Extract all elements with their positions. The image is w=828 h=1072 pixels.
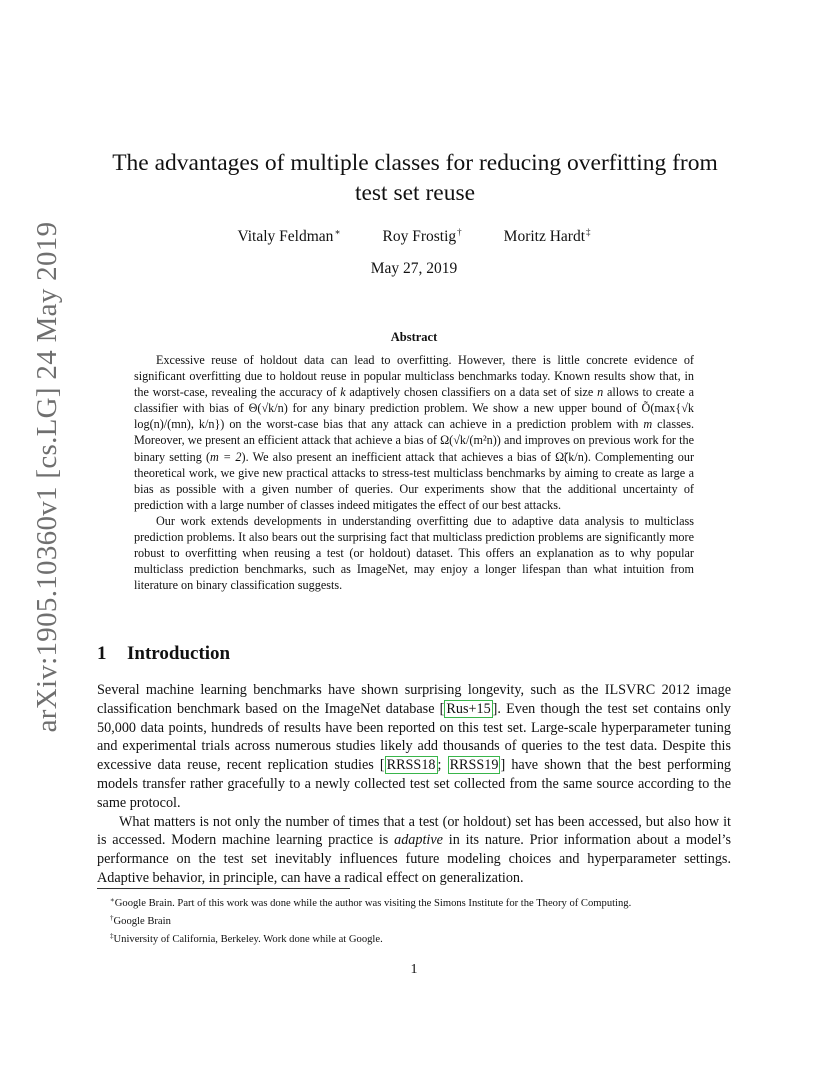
- author-name: Roy Frostig: [382, 228, 457, 245]
- body-text: ]. Even though the test set contains only 50,000 data points, hundreds of results have been reported on this test set. Large-scale hyperparameter tuning and experimental trials across numerous studies likely add thousands of queries to the test data. Despite this excessive data reuse, recent replication studies [: [97, 700, 731, 774]
- math-expression: m = 2: [210, 449, 242, 464]
- author-footnote-mark: ∗: [334, 227, 341, 237]
- body-text: ] have shown that the best performing models transfer rather gracefully to a newly collected test set collected from the same source according to the same protocol.: [97, 757, 732, 811]
- body-paragraph: [97, 813, 731, 888]
- math-expression: Ω̃(k/n): [555, 449, 588, 464]
- author-footnote-mark: ‡: [586, 227, 591, 237]
- abstract-body: [134, 352, 694, 593]
- abstract-text: ). We also present an inefficient attack that achieves a bias of: [241, 449, 556, 464]
- abstract-text: . Complementing our theoretical work, we give new practical attacks to stress-test multiclass benchmarks by aiming to create as large a bias as possible with a given number of queries. Our experiments show that the additional uncertainty of prediction with a large number of classes indeed mitigates the effect of our best attacks.: [134, 449, 695, 512]
- footnote-divider: [97, 888, 350, 889]
- abstract-text: and improves on previous work for the binary setting (: [134, 433, 695, 464]
- footnote-text: Google Brain. Part of this work was done while the author was visiting the Simons Institute for the Theory of Computing.: [114, 898, 632, 909]
- abstract-paragraph: [134, 352, 694, 513]
- author: [383, 227, 462, 246]
- body-text: Several machine learning benchmarks have shown surprising longevity, such as the ILSVRC 2012 image classification benchmark based on the ImageNet database [: [97, 682, 731, 717]
- math-variable: n: [597, 385, 604, 400]
- abstract-heading: Abstract: [390, 330, 438, 344]
- body-text: What matters is not only the number of times that a test (or holdout) set has been accessed, but also how it is accessed. Modern machine learning practice is: [97, 813, 731, 849]
- author: [504, 227, 591, 246]
- body-text: in its nature. Prior information about a model’s performance on the test set inevitably influences future modeling choices and hyperparameter settings. Adaptive behavior, in principle, can have a radical effect on generalization.: [97, 832, 731, 886]
- introduction-body: [97, 681, 731, 888]
- citation-link[interactable]: RRSS19: [449, 757, 499, 774]
- emphasis-text: adaptive: [394, 832, 443, 849]
- citation-link[interactable]: RRSS18: [386, 757, 436, 774]
- footnote-mark: †: [110, 914, 114, 922]
- footnote-mark: ‡: [110, 932, 114, 940]
- author-footnote-mark: †: [457, 227, 462, 237]
- author-name: Moritz Hardt: [503, 228, 586, 245]
- footnote: [110, 929, 730, 947]
- math-expression: Õ(max{√k log(n)/(mn), k/n}): [134, 401, 694, 432]
- footnote-text: Google Brain: [113, 916, 171, 927]
- abstract-text: for any binary prediction problem. We show a new upper bound of: [287, 401, 642, 416]
- math-expression: Ω(√k/(m²n)): [440, 433, 501, 448]
- footnote-mark: ∗: [110, 896, 115, 904]
- paper-date: May 27, 2019: [370, 260, 458, 277]
- page-number: 1: [410, 962, 418, 977]
- math-expression: Θ(√k/n): [248, 401, 288, 416]
- abstract-text: adaptively chosen classifiers on a data set of size: [345, 385, 598, 400]
- footnote: [110, 893, 730, 911]
- abstract-paragraph: Our work extends developments in understanding overfitting due to adaptive data analysis to multiclass prediction problems. It also bears out the surprising fact that multiclass prediction problems are significantly more robust to overfitting when reusing a test (or holdout) dataset. This offers an explanation as to why popular multiclass prediction benchmarks, such as ImageNet, may enjoy a longer lifespan than what intuition from literature on binary classification suggests.: [134, 513, 694, 593]
- abstract-text: Excessive reuse of holdout data can lead to overfitting. However, there is little concrete evidence of significant overfitting due to holdout reuse in popular multiclass benchmarks today. Known results show that, in the worst-case, revealing the accuracy of: [134, 353, 694, 400]
- author-name: Vitaly Feldman: [237, 228, 334, 245]
- section-heading-introduction: [97, 643, 230, 665]
- body-text: ;: [437, 757, 448, 774]
- author-list: [0, 227, 828, 246]
- body-paragraph: [97, 681, 731, 813]
- math-variable: m: [643, 417, 653, 432]
- abstract-text: classes. Moreover, we present an efficient attack that achieve a bias of: [134, 417, 695, 448]
- citation-link[interactable]: Rus+15: [446, 700, 491, 717]
- footnotes: [110, 893, 730, 947]
- section-title: Introduction: [127, 643, 231, 664]
- math-variable: k: [340, 385, 346, 400]
- abstract-text: allows to create a classifier with bias of: [134, 385, 694, 416]
- abstract-text: on the worst-case bias that any attack can achieve in a prediction problem with: [224, 417, 644, 432]
- paper-title: The advantages of multiple classes for reducing overfitting from test set reuse: [112, 150, 718, 206]
- footnote: [110, 911, 730, 929]
- arxiv-identifier-stamp: arXiv:1905.10360v1 [cs.LG] 24 May 2019: [31, 221, 63, 733]
- author: [237, 227, 340, 246]
- footnote-text: University of California, Berkeley. Work done while at Google.: [113, 934, 383, 945]
- section-number: 1: [97, 643, 107, 664]
